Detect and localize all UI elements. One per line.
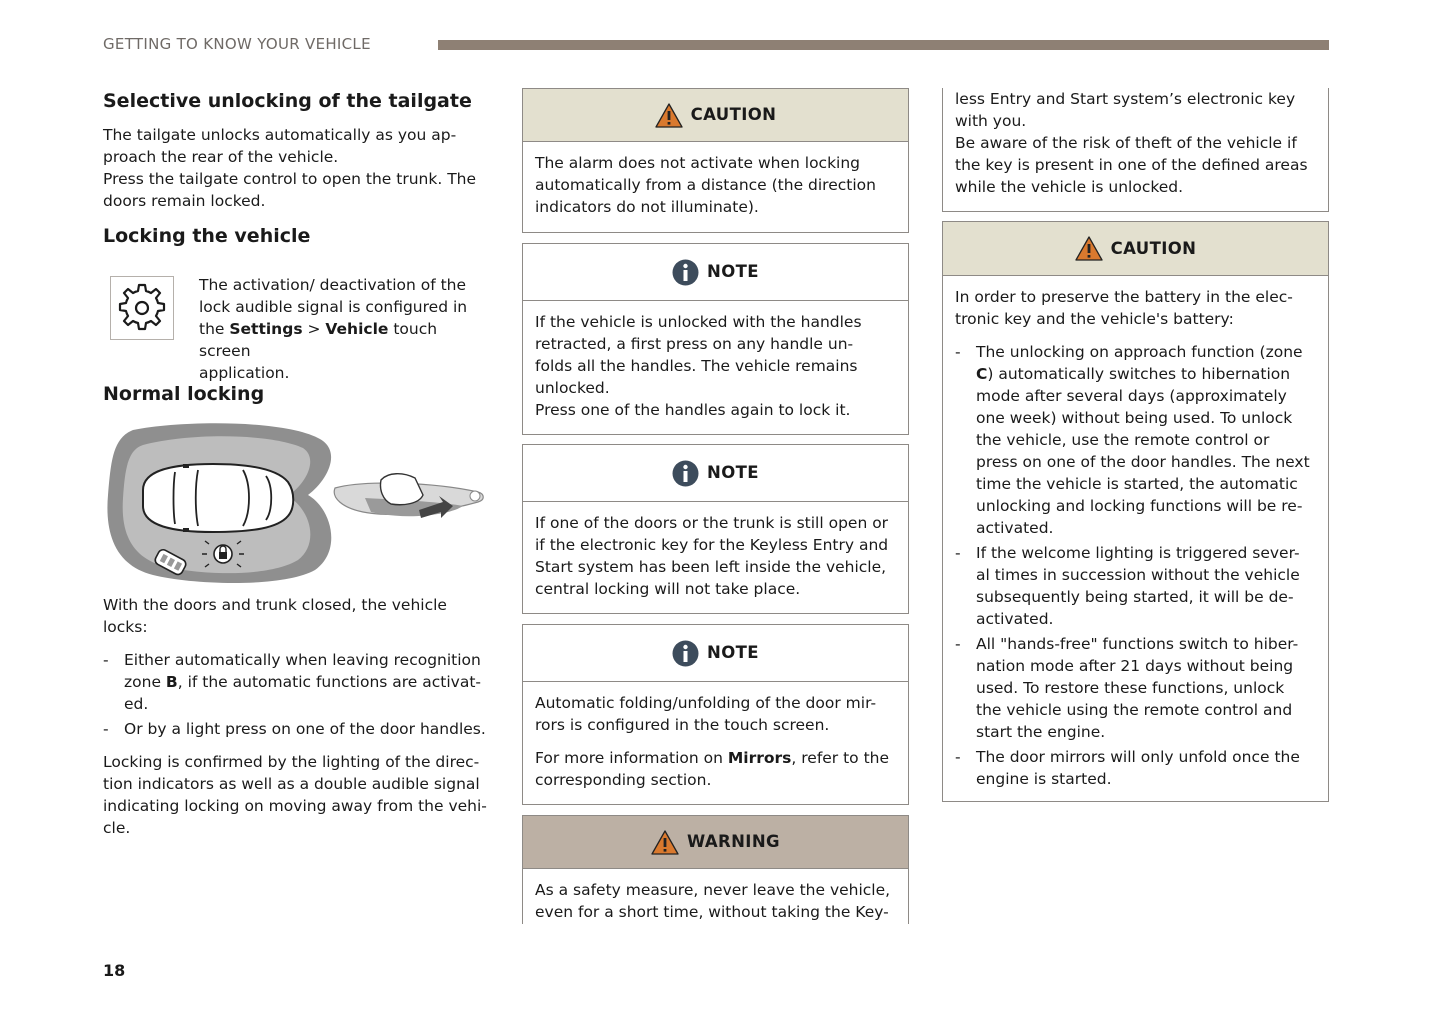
text-line: activated.	[976, 610, 1054, 628]
normal-locking-heading-wrap	[103, 381, 491, 407]
text-line: With the doors and trunk closed, the vehicle	[103, 596, 447, 614]
text-line: start the engine.	[976, 723, 1106, 741]
text-line: indicators do not illuminate).	[535, 198, 759, 216]
note-title: NOTE	[707, 262, 759, 281]
text-line: As a safety measure, never leave the vehicle,	[535, 881, 891, 899]
list-item	[103, 718, 491, 740]
text-line: indicating locking on moving away from the vehi-	[103, 797, 487, 815]
text-line: rors is configured in the touch screen.	[535, 716, 830, 734]
note-title: NOTE	[707, 463, 759, 482]
warning-triangle-icon	[651, 830, 679, 855]
text-line: The activation/ deactivation of the	[199, 276, 467, 294]
text-line: one week) without being used. To unlock	[976, 409, 1293, 427]
section-title-normal-locking: Normal locking	[103, 383, 265, 405]
caution-header	[523, 89, 908, 142]
text-line: The tailgate unlocks automatically as you ap-	[103, 126, 457, 144]
text-line: nation mode after 21 days without being	[976, 657, 1294, 675]
list-item	[955, 341, 1316, 539]
text-line: mode after several days (approximately	[976, 387, 1287, 405]
text-line: The alarm does not activate when locking	[535, 154, 861, 172]
text-run: For more information on	[535, 749, 728, 767]
note-body	[523, 682, 908, 791]
warning-body-continued	[943, 88, 1328, 198]
text-line: central locking will not take place.	[535, 580, 801, 598]
caution-body	[523, 142, 908, 218]
confirmation-paragraph	[103, 751, 491, 839]
text-line: unlocking and locking functions will be re-	[976, 497, 1303, 515]
text-line: retracted, a first press on any handle un-	[535, 335, 854, 353]
text-run: ) automatically switches to hibernation	[987, 365, 1291, 383]
car-top-view-icon	[143, 464, 293, 532]
info-icon	[672, 259, 699, 286]
text-line: the key is present in one of the defined areas	[955, 156, 1308, 174]
text-line	[976, 363, 1316, 385]
settings-gear-box	[110, 276, 174, 340]
caution-title: CAUTION	[690, 105, 777, 124]
header-rule	[438, 40, 1329, 50]
info-icon	[672, 640, 699, 667]
list-item	[955, 746, 1316, 790]
text-line: tronic key and the vehicle's battery:	[955, 310, 1234, 328]
text-line: the vehicle using the remote control and	[976, 701, 1293, 719]
warning-box-keyless	[522, 815, 909, 924]
settings-term: Settings	[229, 320, 303, 338]
warning-triangle-icon	[655, 103, 683, 128]
text-line: ed.	[124, 695, 149, 713]
list-item	[955, 542, 1316, 630]
page-number: 18	[103, 961, 126, 980]
warning-box-continued	[942, 88, 1329, 212]
running-header: GETTING TO KNOW YOUR VEHICLE	[103, 35, 371, 53]
text-line: proach the rear of the vehicle.	[103, 148, 339, 166]
text-line: - The unlocking on approach function (zone	[976, 343, 1303, 361]
text-line	[199, 318, 489, 362]
text-line: doors remain locked.	[103, 192, 266, 210]
locking-zone-illustration	[103, 420, 491, 585]
text-line: folds all the handles. The vehicle remains	[535, 357, 858, 375]
caution-title: CAUTION	[1110, 238, 1197, 258]
text-line: subsequently being started, it will be de-	[976, 588, 1294, 606]
text-line: al times in succession without the vehicle	[976, 566, 1300, 584]
note-header	[523, 625, 908, 682]
text-run: , if the automatic functions are activat-	[177, 673, 482, 691]
text-run: touch screen	[199, 320, 438, 360]
gear-icon	[115, 281, 169, 335]
warning-triangle-icon	[1075, 236, 1103, 261]
text-line: - The door mirrors will only unfold once the	[976, 748, 1300, 766]
zone-label: B	[165, 673, 178, 691]
warning-body	[523, 869, 908, 923]
text-line	[535, 747, 896, 769]
text-line: locks:	[103, 618, 148, 636]
caution-box-alarm	[522, 88, 909, 233]
note-header	[523, 445, 908, 502]
battery-tips-list	[955, 341, 1316, 790]
text-line: - All "hands-free" functions switch to hiber-	[976, 635, 1299, 653]
caution-box-battery	[942, 221, 1329, 802]
text-line: - Or by a light press on one of the door handles.	[124, 720, 486, 738]
text-line: lock audible signal is configured in	[199, 298, 468, 316]
locking-conditions	[103, 594, 491, 839]
text-line: Start system has been left inside the vehicle,	[535, 558, 887, 576]
tailgate-paragraph	[103, 124, 491, 212]
text-line: press on one of the door handles. The next	[976, 453, 1310, 471]
note-box-mirrors	[522, 624, 909, 805]
text-run: , refer to the	[791, 749, 890, 767]
text-line: activated.	[976, 519, 1054, 537]
mirrors-term: Mirrors	[727, 749, 792, 767]
text-line: if the electronic key for the Keyless Entry and	[535, 536, 889, 554]
note-box-central-locking	[522, 444, 909, 614]
info-icon	[672, 460, 699, 487]
caution-header	[943, 222, 1328, 276]
zone-label: C	[976, 365, 988, 383]
text-line	[124, 671, 491, 693]
note-body	[523, 502, 908, 600]
warning-header	[523, 816, 908, 869]
text-line: even for a short time, without taking the Key-	[535, 903, 889, 921]
text-run: the	[199, 320, 230, 338]
text-line: In order to preserve the battery in the elec-	[955, 288, 1293, 306]
note-box-handles	[522, 243, 909, 435]
text-line: while the vehicle is unlocked.	[955, 178, 1184, 196]
text-line: Press the tailgate control to open the trunk. The	[103, 170, 477, 188]
text-line: automatically from a distance (the direction	[535, 176, 876, 194]
note-header	[523, 244, 908, 301]
text-line: cle.	[103, 819, 131, 837]
text-line: time the vehicle is started, the automatic	[976, 475, 1298, 493]
note-body	[523, 301, 908, 421]
text-line: - If the welcome lighting is triggered sever-	[976, 544, 1300, 562]
text-line: application.	[199, 364, 290, 382]
vehicle-term: Vehicle	[325, 320, 389, 338]
section-title-locking: Locking the vehicle	[103, 225, 311, 247]
list-item	[103, 649, 491, 715]
text-line: less Entry and Start system’s electronic key	[955, 90, 1296, 108]
text-line: Press one of the handles again to lock it.	[535, 401, 851, 419]
list-item	[955, 633, 1316, 743]
settings-paragraph	[199, 274, 489, 384]
door-handle-press-icon	[334, 474, 483, 518]
section-title-tailgate: Selective unlocking of the tailgate	[103, 90, 472, 112]
locking-methods-list	[103, 649, 491, 740]
text-line: engine is started.	[976, 770, 1112, 788]
text-line: the vehicle, use the remote control or	[976, 431, 1270, 449]
text-run: >	[302, 320, 326, 338]
text-line: Automatic folding/unfolding of the door mir-	[535, 694, 877, 712]
note-title: NOTE	[707, 643, 759, 662]
warning-title: WARNING	[686, 832, 781, 851]
text-line: used. To restore these functions, unlock	[976, 679, 1285, 697]
text-line: unlocked.	[535, 379, 610, 397]
column-left	[103, 88, 491, 249]
text-line: corresponding section.	[535, 771, 712, 789]
text-line: If one of the doors or the trunk is still open or	[535, 514, 889, 532]
text-line: Locking is confirmed by the lighting of the direc-	[103, 753, 480, 771]
text-line: Be aware of the risk of theft of the vehicle if	[955, 134, 1297, 152]
text-line: tion indicators as well as a double audible signal	[103, 775, 480, 793]
caution-body	[943, 276, 1328, 790]
text-line: with you.	[955, 112, 1027, 130]
text-line: - Either automatically when leaving recognition	[124, 651, 481, 669]
text-line: If the vehicle is unlocked with the handles	[535, 313, 862, 331]
text-run: zone	[124, 673, 166, 691]
